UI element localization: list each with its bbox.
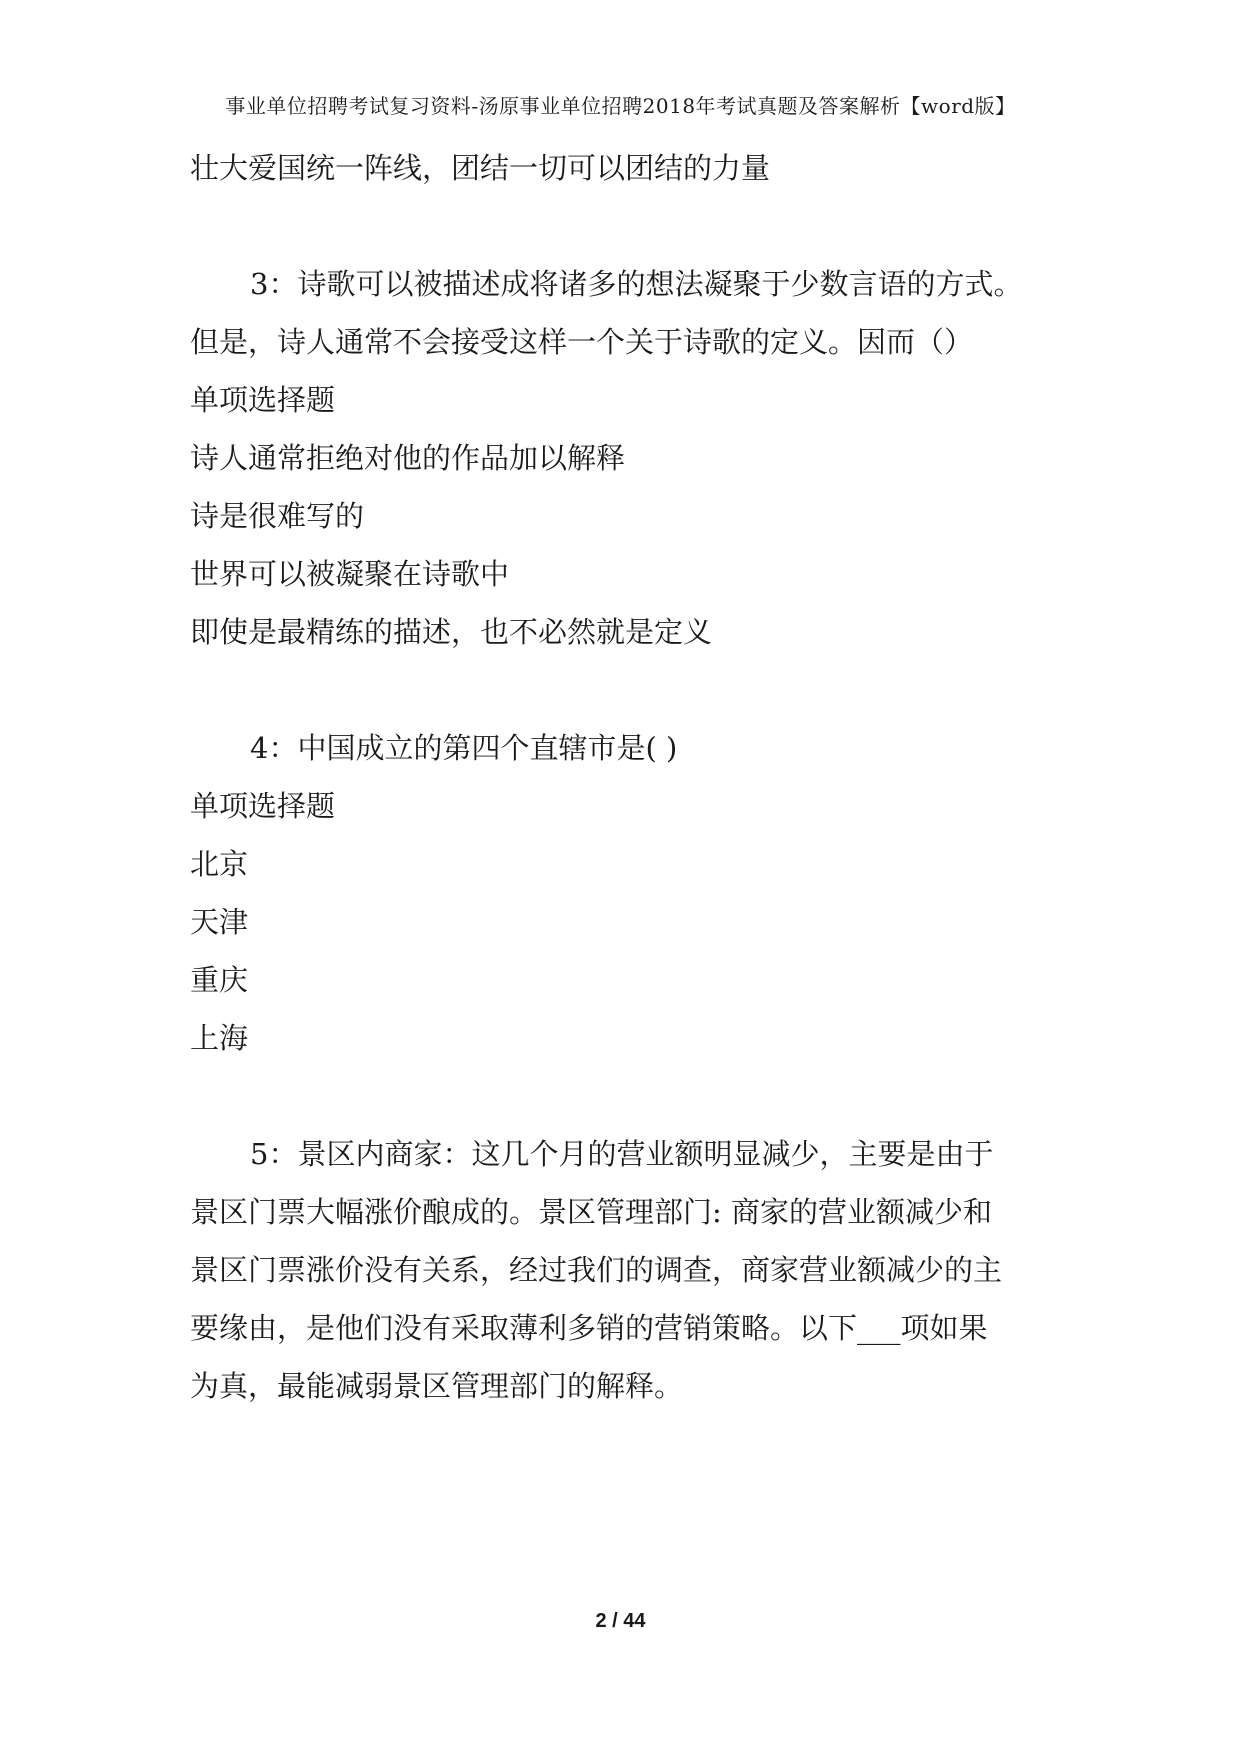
question-4-option-b: 天津 (190, 905, 249, 939)
question-4-option-a: 北京 (190, 847, 249, 881)
question-3-type: 单项选择题 (190, 383, 336, 417)
page-number: 2 / 44 (595, 1610, 646, 1632)
page-header: 事业单位招聘考试复习资料-汤原事业单位招聘2018年考试真题及答案解析【word版】 (225, 94, 1016, 118)
question-3-stem-line-2: 但是，诗人通常不会接受这样一个关于诗歌的定义。因而（） (190, 325, 974, 359)
question-3-option-c: 世界可以被凝聚在诗歌中 (190, 557, 510, 591)
question-4-option-c: 重庆 (190, 963, 249, 997)
question-3-stem-line-1: 3：诗歌可以被描述成将诸多的想法凝聚于少数言语的方式。 (250, 267, 1023, 301)
question-4-stem-line-1: 4：中国成立的第四个直辖市是( ) (250, 731, 678, 765)
question-5-stem-line-4: 要缘由，是他们没有采取薄利多销的营销策略。以下___项如果 (190, 1311, 988, 1345)
question-3-option-b: 诗是很难写的 (190, 499, 365, 533)
question-3-option-a: 诗人通常拒绝对他的作品加以解释 (190, 441, 626, 475)
question-5-stem-line-1: 5：景区内商家：这几个月的营业额明显减少，主要是由于 (250, 1137, 994, 1171)
question-5-stem-line-5: 为真，最能减弱景区管理部门的解释。 (190, 1369, 684, 1403)
question-3-option-d: 即使是最精练的描述，也不必然就是定义 (190, 615, 713, 649)
question-4-option-d: 上海 (190, 1021, 249, 1055)
question-4-type: 单项选择题 (190, 789, 336, 823)
continuation-text: 壮大爱国统一阵线，团结一切可以团结的力量 (190, 151, 771, 185)
question-5-stem-line-2: 景区门票大幅涨价酿成的。景区管理部门: 商家的营业额减少和 (190, 1195, 992, 1229)
question-5-stem-line-3: 景区门票涨价没有关系，经过我们的调查，商家营业额减少的主 (190, 1253, 1003, 1287)
